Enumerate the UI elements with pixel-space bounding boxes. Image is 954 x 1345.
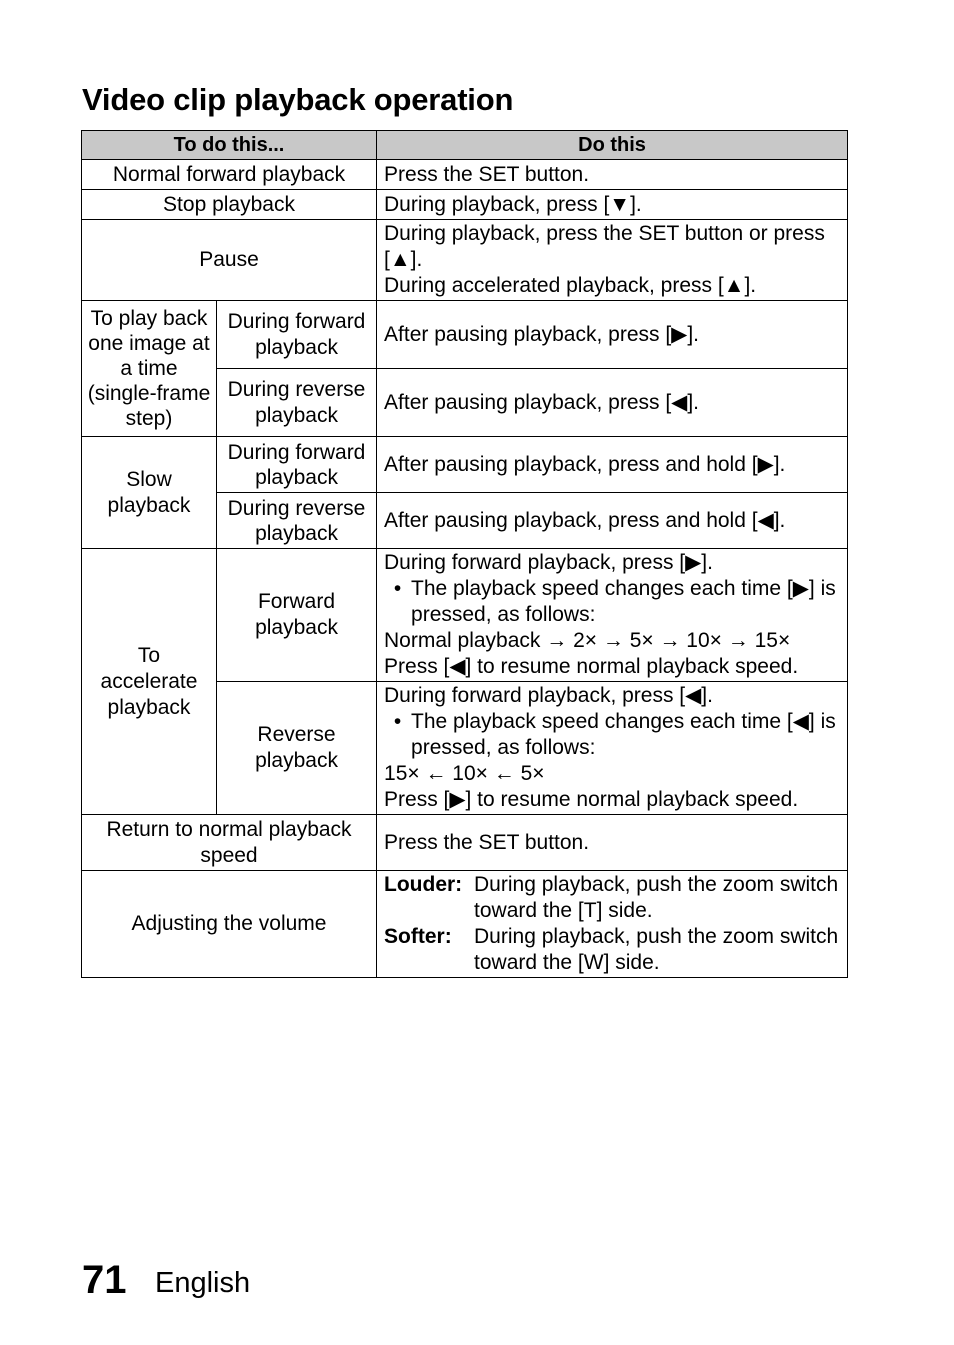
row-action: After pausing playback, press and hold [◀]. [377,493,848,549]
action-line: During accelerated playback, press [▲]. [384,274,757,297]
row-action: Press the SET button. [377,160,848,190]
row-sub-label: During forward playback [217,301,377,369]
table-row-return-normal [82,815,848,871]
row-action: After pausing playback, press [▶]. [377,301,848,369]
page-language: English [155,1267,251,1299]
table-row-pause [82,220,848,301]
row-action [377,682,848,815]
bullet-text: The playback speed changes each time [◀] is pressed, as follows: [411,710,836,759]
volume-louder-text: During playback, push the zoom switch toward the [T] side. [474,873,839,922]
row-action: After pausing playback, press and hold [▶]. [377,437,848,493]
row-action [377,220,848,301]
row-label: Return to normal playback speed [82,815,377,871]
column-header-do-this: Do this [377,131,848,160]
page-number: 71 [82,1258,127,1302]
volume-softer [384,924,840,976]
action-line: During forward playback, press [◀]. [384,684,713,707]
volume-louder-label: Louder: [384,873,463,896]
volume-louder [384,872,840,924]
table-row-frame-step-forward [82,301,848,369]
row-sub-label: During reverse playback [217,369,377,437]
playback-operation-table [81,130,848,978]
row-label: Normal forward playback [82,160,377,190]
bullet-item [384,709,840,761]
speed-sequence: Normal playback → 2× → 5× → 10× → 15× [384,629,791,652]
action-line: During forward playback, press [▶]. [384,551,713,574]
row-sub-label: During forward playback [217,437,377,493]
bullet-dot: • [393,577,402,600]
row-group-label: To play back one image at a time (single-frame step) [82,301,217,437]
table-row-accelerate-forward [82,549,848,682]
table-row-volume [82,871,848,978]
table-row-slow-forward [82,437,848,493]
row-action: After pausing playback, press [◀]. [377,369,848,437]
bullet-dot: • [393,710,402,733]
row-label: Pause [82,220,377,301]
column-header-to-do: To do this... [82,131,377,160]
row-label: Adjusting the volume [82,871,377,978]
action-line: During playback, press the SET button or press [▲]. [384,222,825,271]
row-sub-label: During reverse playback [217,493,377,549]
row-group-label: To accelerate playback [82,549,217,815]
row-sub-label: Reverse playback [217,682,377,815]
row-action: Press the SET button. [377,815,848,871]
row-group-label: Slow playback [82,437,217,549]
table-row-normal-playback [82,160,848,190]
table-row-stop-playback [82,190,848,220]
row-sub-label: Forward playback [217,549,377,682]
bullet-text: The playback speed changes each time [▶] is pressed, as follows: [411,577,836,626]
row-action: During playback, press [▼]. [377,190,848,220]
table-header-row [82,131,848,160]
volume-softer-label: Softer: [384,925,452,948]
bullet-item [384,576,840,628]
row-action [377,549,848,682]
action-line: Press [◀] to resume normal playback speed. [384,655,799,678]
row-action [377,871,848,978]
action-line: Press [▶] to resume normal playback speed. [384,788,799,811]
speed-sequence: 15× ← 10× ← 5× [384,762,545,785]
page-title: Video clip playback operation [82,82,514,117]
volume-softer-text: During playback, push the zoom switch toward the [W] side. [474,925,839,974]
row-label: Stop playback [82,190,377,220]
